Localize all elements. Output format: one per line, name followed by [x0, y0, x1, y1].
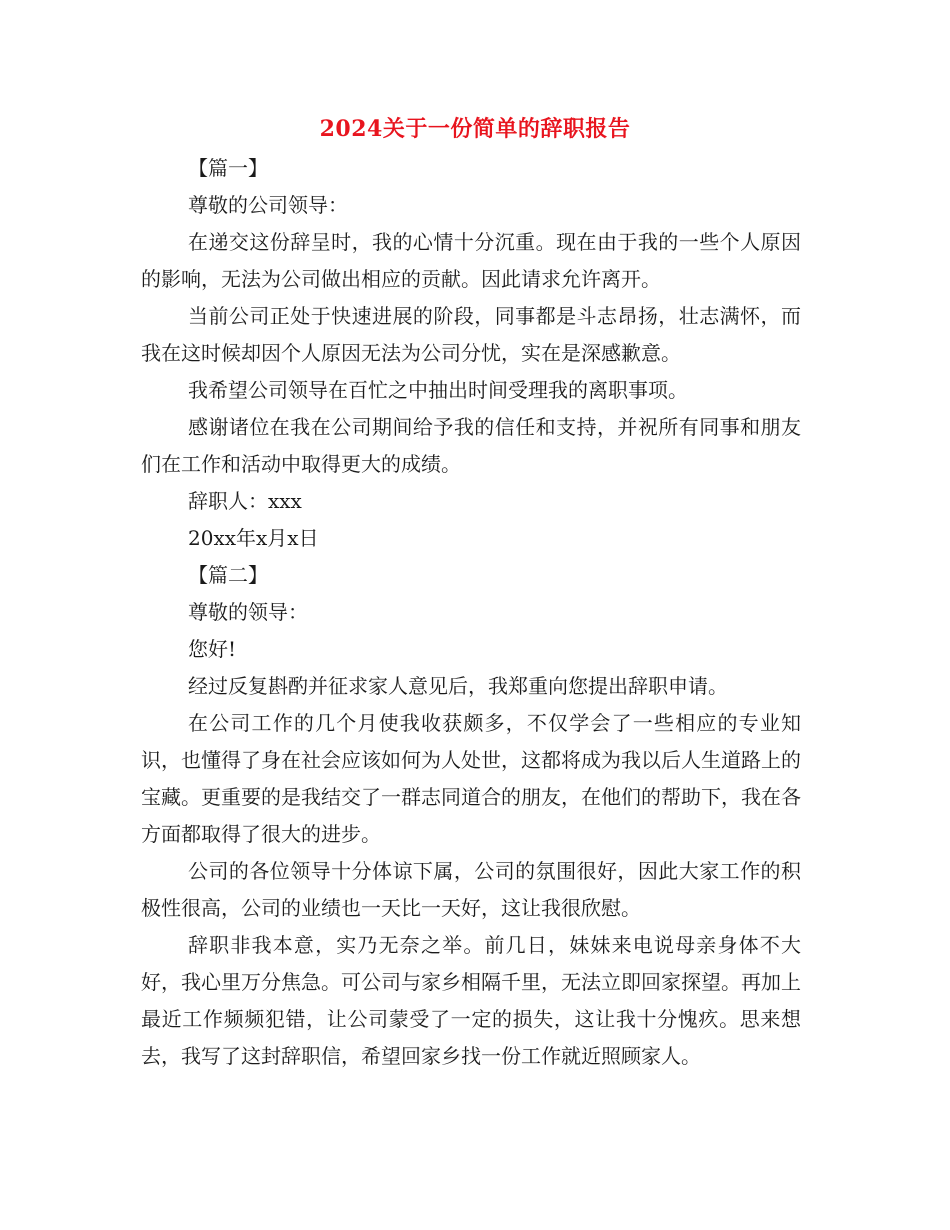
paragraph: 我希望公司领导在百忙之中抽出时间受理我的离职事项。: [188, 378, 688, 402]
paragraph: 辞职非我本意，实乃无奈之举。前几日，妹妹来电说母亲身体不大好，我心里万分焦急。可公司与家乡相隔千里，无法立即回家探望。再加上最近工作频频犯错，让公司蒙受了一定的损失，这让我十分愧疚。思来想去，我写了这封辞职信，希望回家乡找一份工作就近照顾家人。: [141, 933, 801, 1068]
paragraph: 感谢诸位在我在公司期间给予我的信任和支持，并祝所有同事和朋友们在工作和活动中取得更大的成绩。: [141, 415, 801, 476]
document-body: [141, 150, 801, 1075]
salutation-2: 尊敬的领导：: [188, 600, 308, 624]
paragraph: 在公司工作的几个月使我收获颇多，不仅学会了一些相应的专业知识，也懂得了身在社会应该如何为人处世，这都将成为我以后人生道路上的宝藏。更重要的是我结交了一群志同道合的朋友，在他们的帮助下，我在各方面都取得了很大的进步。: [141, 711, 801, 846]
paragraph: 经过反复斟酌并征求家人意见后，我郑重向您提出辞职申请。: [188, 674, 728, 698]
signature-name: 辞职人：xxx: [188, 489, 302, 513]
signature-date: 20xx年x月x日: [188, 526, 319, 550]
document-title: 2024关于一份简单的辞职报告: [319, 116, 631, 142]
paragraph: 在递交这份辞呈时，我的心情十分沉重。现在由于我的一些个人原因的影响，无法为公司做出相应的贡献。因此请求允许离开。: [141, 230, 801, 291]
paragraph: 当前公司正处于快速进展的阶段，同事都是斗志昂扬，壮志满怀，而我在这时候却因个人原因无法为公司分忧，实在是深感歉意。: [141, 304, 801, 365]
section-heading-2: 【篇二】: [188, 563, 268, 587]
paragraph: 公司的各位领导十分体谅下属，公司的氛围很好，因此大家工作的积极性很高，公司的业绩也一天比一天好，这让我很欣慰。: [141, 859, 801, 920]
greeting: 您好!: [188, 637, 237, 661]
section-heading-1: 【篇一】: [188, 156, 268, 180]
salutation-1: 尊敬的公司领导：: [188, 193, 348, 217]
